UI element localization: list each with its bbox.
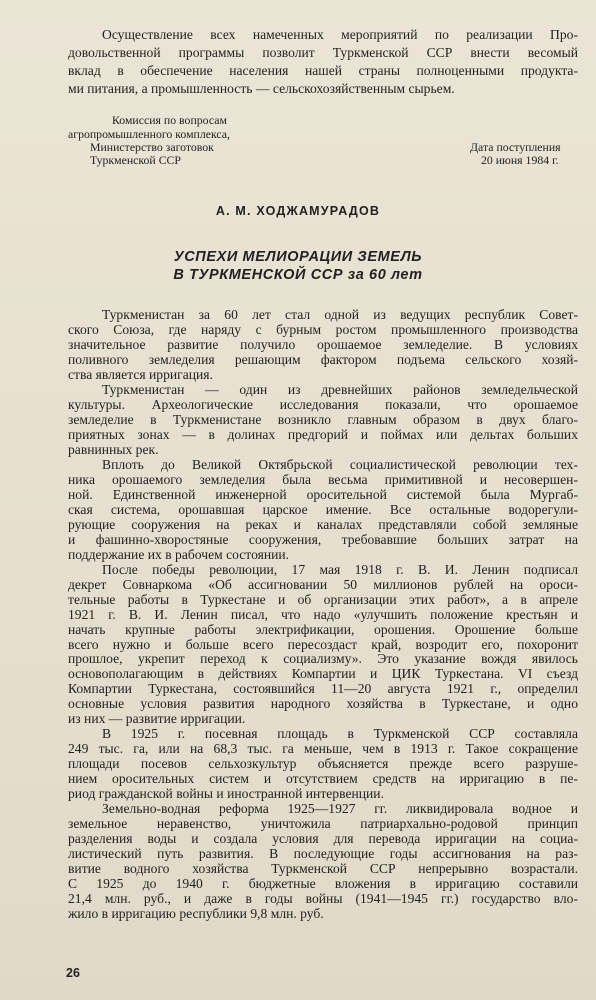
signature-line: Туркменской ССР — [90, 153, 181, 167]
body-line: поддержание их в рабочем состоянии. — [68, 546, 290, 562]
body-line: витие водного хозяйства Туркменской ССР непрерывно возрастали. — [68, 861, 578, 877]
article-author: А. М. ХОДЖАМУРАДОВ — [215, 204, 381, 218]
body-line: значительное развитие получило орошаемое земледелие. В условиях — [68, 336, 578, 352]
body-line: культуры. Археологические исследования показали, что орошаемое — [68, 396, 578, 412]
body-line: основополагающим в действиях Компартии и ЦИК Туркестана. VI съезд — [68, 666, 578, 682]
body-line: равнинных рек. — [68, 441, 159, 457]
body-line: Туркменистан за 60 лет стал одной из ведущих республик Совет- — [102, 307, 578, 322]
body-line: ского Союза, где наряду с бурным ростом промышленного производства — [68, 322, 578, 337]
signature-line: агропромышленного комплекса, — [68, 127, 230, 141]
body-line: ной. Единственной инженерной оросительной системой была Мургаб- — [68, 486, 578, 502]
intro-line: Осуществление всех намеченных мероприятий по реализации Про- — [102, 27, 578, 42]
body-line: листический путь развития. В последующие годы ассигнования на раз- — [68, 846, 578, 862]
received-date-line: Дата поступления — [470, 140, 561, 154]
body-line: нием оросительных систем и отсутствием средств на ирригацию в пе- — [68, 771, 578, 787]
body-line: Вплоть до Великой Октябрьской социалистической революции тех- — [102, 456, 578, 472]
article-title-line-2: В ТУРКМЕНСКОЙ ССР за 60 лет — [173, 267, 423, 283]
body-line: 1921 г. В. И. Ленин писал, что надо «улучшить положение крестьян и — [68, 606, 578, 622]
body-line: С 1925 до 1940 г. бюджетные вложения в ирригацию составили — [68, 876, 578, 891]
body-line: ства является ирригация. — [68, 366, 213, 382]
body-line: Компартии Туркестана, состоявшийся 11—20 августа 1921 г., определил — [68, 681, 578, 697]
signature-line: Министерство заготовок — [90, 140, 214, 154]
body-line: земельное неравенство, уничтожила патриархально-родовой принцип — [68, 816, 578, 832]
received-date-line: 20 июня 1984 г. — [481, 153, 559, 167]
article-title-line-1: УСПЕХИ МЕЛИОРАЦИИ ЗЕМЕЛЬ — [173, 249, 423, 265]
body-line: из них — развитие ирригации. — [68, 711, 246, 727]
body-line: После победы революции, 17 мая 1918 г. В. И. Ленин подписал — [102, 561, 578, 577]
body-line: основные условия развития народного хозяйства в Туркестане, и одно — [68, 696, 578, 712]
body-line: декрет Совнаркома «Об ассигновании 50 миллионов рублей на ороси- — [68, 576, 578, 592]
body-line: начать крупные работы электрификации, орошения. Орошение больше — [68, 621, 578, 637]
body-line: жило в ирригацию республики 9,8 млн. руб. — [68, 906, 324, 921]
body-line: Земельно-водная реформа 1925—1927 гг. ликвидировала водное и — [102, 801, 578, 817]
body-line: рующие сооружения на реках и каналах представляли собой земляные — [68, 516, 578, 532]
body-line: В 1925 г. посевная площадь в Туркменской ССР составляла — [102, 726, 578, 742]
body-line: прошлое, укрепит переход к социализму». Это указание вождя явилось — [68, 651, 578, 667]
body-line: всего нужно и больше всего пересоздаст край, возродит его, похоронит — [68, 636, 578, 652]
body-line: поливного земледелия решающим фактором подъема сельского хозяй- — [68, 351, 578, 367]
intro-line: довольственной программы позволит Туркменской ССР внести весомый — [68, 45, 578, 60]
intro-line: ми питания, а промышленность — сельскохозяйственным сырьем. — [68, 81, 455, 96]
body-line: 21,4 млн. руб., и даже в годы войны (1941—1945 гг.) государство вло- — [68, 891, 578, 906]
intro-line: вклад в обеспечение населения нашей страны полноценными продукта- — [68, 63, 578, 78]
body-line: ская система, орошавшая царское имение. Все остальные водорегули- — [68, 501, 578, 517]
body-line: ника орошаемого земледелия была весьма примитивной и несовершен- — [68, 471, 578, 487]
page-number: 26 — [66, 966, 80, 980]
body-line: площади посевов сельхозкультур объясняется прежде всего разруше- — [68, 756, 578, 772]
body-line: земледелие в Туркменистане возникло главным образом в двух благо- — [68, 411, 578, 427]
body-line: риод гражданской войны и иностранной интервенции. — [68, 786, 384, 802]
signature-line: Комиссия по вопросам — [112, 113, 227, 127]
body-line: приятных зонах — в долинах предгорий и поймах или дельтах больших — [68, 426, 578, 442]
body-line: 249 тыс. га, или на 68,3 тыс. га меньше, чем в 1913 г. Такое сокращение — [68, 741, 578, 757]
body-line: тельные работы в Туркестане и об организации этих работ», а в апреле — [68, 591, 578, 607]
body-line: Туркменистан — один из древнейших районов земледельческой — [102, 381, 578, 397]
body-line: и фашинно-хворостяные сооружения, требовавшие больших затрат на — [68, 531, 578, 547]
body-line: разделения воды и создала условия для перевода ирригации на социа- — [68, 831, 578, 847]
